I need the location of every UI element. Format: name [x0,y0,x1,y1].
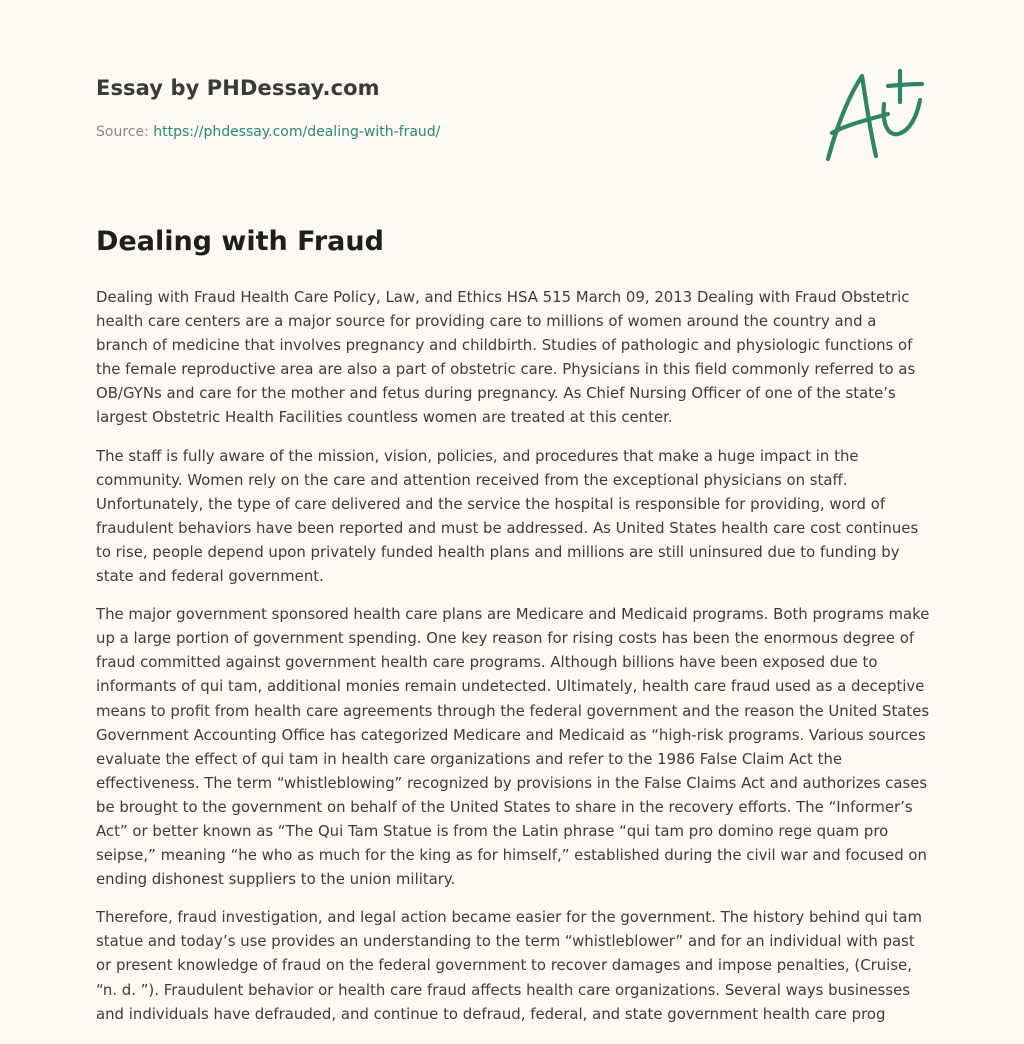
essay-paragraph: The staff is fully aware of the mission, vision, policies, and procedures that make a huge impact in the community. Women rely on the care and attention received from the exceptional physicians on staff. Unfortunately, the type of care delivered and the service the hospital is responsible for providing, word of fraudulent behaviors have been reported and must be addressed. As United States health care cost continues to rise, people depend upon privately funded health plans and millions are still uninsured due to funding by state and federal government. [96,446,919,586]
essay-paragraph: Dealing with Fraud Health Care Policy, Law, and Ethics HSA 515 March 09, 2013 Dealing with Fraud Obstetric health care centers are a major source for providing care to millions of women around the country and a branch of medicine that involves pregnancy and childbirth. Studies of pathologic and physiologic functions of the female reproductive area are also a part of obstetric care. Physicians in this field commonly referred to as OB/GYNs and care for the mother and fetus during pregnancy. As Chief Nursing Officer of one of the state’s largest Obstetric Health Facilities countless women are treated at this center. [96,288,916,427]
source-label: Source: [96,124,149,140]
essay-paragraph: The major government sponsored health care plans are Medicare and Medicaid programs. Both programs make up a large portion of government spending. One key reason for rising costs has been the enormous degree of fraud committed against government health care programs. Although billions have been exposed due to informants of qui tam, additional monies remain undetected. Ultimately, health care fraud used as a deceptive means to profit from health care agreements through the federal government and the reason the United States Government Accounting Office has categorized Medicare and Medicaid as “high-risk programs. Various sources evaluate the effect of qui tam in health care organizations and refer to the 1986 False Claim Act the effectiveness. The term “whistleblowing” recognized by provisions in the False Claims Act and authorizes cases be brought to the government on behalf of the United States to share in the recovery efforts. The “Informer’s Act” or better known as “The Qui Tam Statue is from the Latin phrase “qui tam pro domino rege quam pro seipse,” meaning “he who as much for the king as for himself,” established during the civil war and focused on ending dishonest suppliers to the union military. [96,605,930,889]
essay-paragraph: Therefore, fraud investigation, and legal action became easier for the government. The history behind qui tam statue and today’s use provides an understanding to the term “whistleblower” and for an individual with past or present knowledge of fraud on the federal government to recover damages and impose penalties, (Cruise, “n. d. ”). Fraudulent behavior or health care fraud affects health care organizations. Several ways businesses and individuals have defrauded, and continue to defraud, federal, and state government health care prog [96,908,923,1023]
essay-title: Dealing with Fraud [96,226,384,257]
source-line [96,124,440,140]
source-link[interactable]: https://phdessay.com/dealing-with-fraud/ [153,124,441,140]
site-title: Essay by PHDessay.com [96,76,380,100]
essay-body [96,285,932,1040]
a-plus-logo-icon [818,64,930,168]
